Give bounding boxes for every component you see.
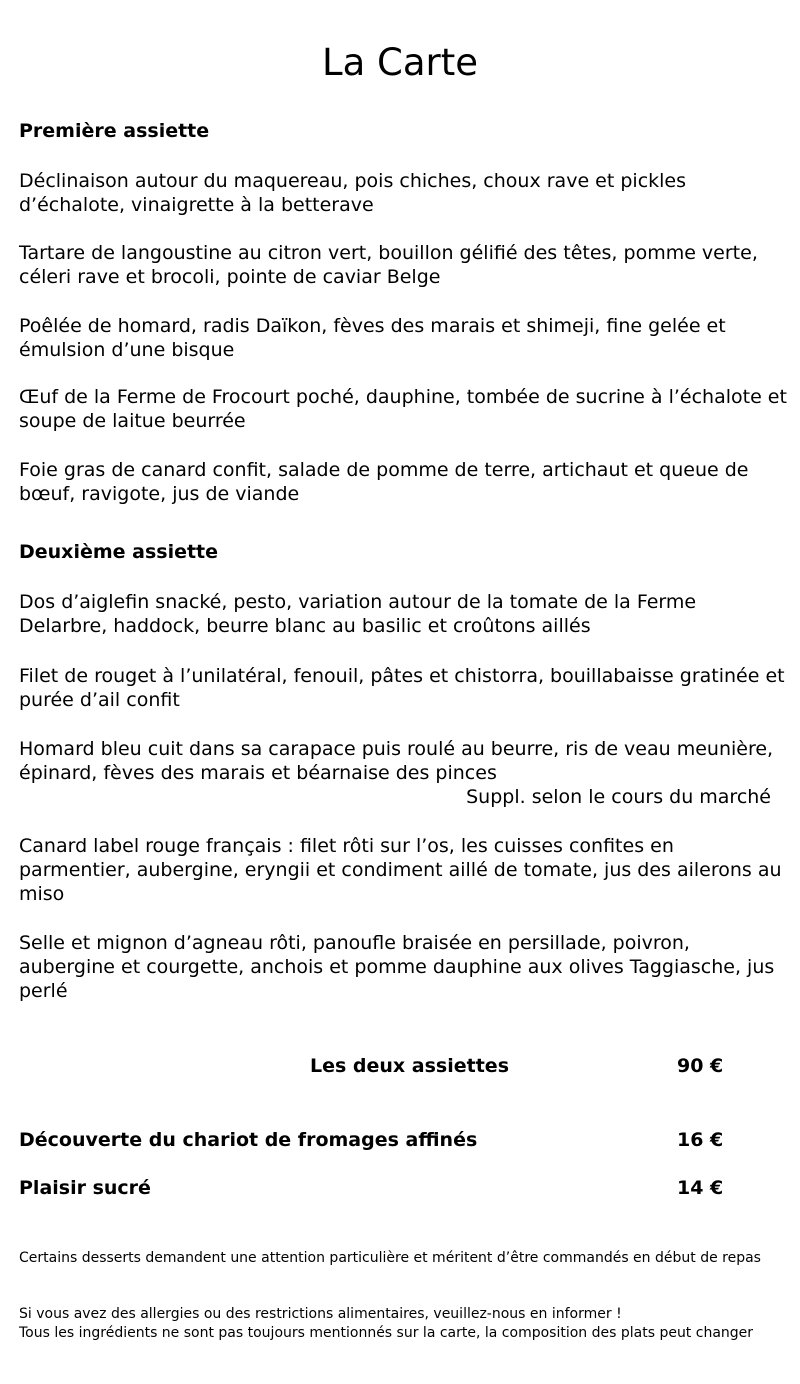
dish-deuxieme-2: Filet de rouget à l’unilatéral, fenouil, pâtes et chistorra, bouillabaisse gratinée et purée d’ail confit	[19, 665, 785, 711]
dish-deuxieme-3-block	[19, 737, 787, 809]
note-allergies: Si vous avez des allergies ou des restrictions alimentaires, veuillez-nous en informer !	[19, 1306, 622, 1322]
section-heading-deuxieme: Deuxième assiette	[19, 541, 219, 563]
price-value-cheese: 16 €	[677, 1129, 724, 1151]
section-heading-premiere: Première assiette	[19, 120, 210, 142]
note-desserts: Certains desserts demandent une attention particulière et méritent d’être commandés en début de repas	[19, 1250, 761, 1266]
price-label-dessert: Plaisir sucré	[19, 1177, 151, 1199]
dish-premiere-4: Œuf de la Ferme de Frocourt poché, dauphine, tombée de sucrine à l’échalote et soupe de laitue beurrée	[19, 386, 787, 432]
dish-deuxieme-5: Selle et mignon d’agneau rôti, panoufle braisée en persillade, poivron, aubergine et courgette, anchois et pomme dauphine aux olives Taggiasche, jus perlé	[19, 932, 775, 1002]
price-label-menu: Les deux assiettes	[310, 1055, 509, 1077]
price-row-menu	[19, 1054, 787, 1078]
price-row-dessert	[19, 1176, 787, 1200]
dish-premiere-2: Tartare de langoustine au citron vert, bouillon gélifié des têtes, pomme verte, céleri rave et brocoli, pointe de caviar Belge	[19, 242, 758, 288]
dish-deuxieme-3: Homard bleu cuit dans sa carapace puis roulé au beurre, ris de veau meunière, épinard, fèves des marais et béarnaise des pinces	[19, 738, 774, 784]
note-ingredients: Tous les ingrédients ne sont pas toujours mentionnés sur la carte, la composition des plats peut changer	[19, 1325, 754, 1341]
price-row-cheese	[19, 1128, 787, 1152]
supplement-note: Suppl. selon le cours du marché	[466, 786, 771, 808]
price-value-menu: 90 €	[677, 1055, 724, 1077]
page-title: La Carte	[321, 41, 479, 84]
dish-deuxieme-4: Canard label rouge français : filet rôti sur l’os, les cuisses confites en parmentier, aubergine, eryngii et condiment aillé de tomate, jus des ailerons au miso	[19, 835, 782, 905]
dish-deuxieme-1: Dos d’aiglefin snacké, pesto, variation autour de la tomate de la Ferme Delarbre, haddock, beurre blanc au basilic et croûtons aillés	[19, 591, 697, 637]
dish-premiere-5: Foie gras de canard confit, salade de pomme de terre, artichaut et queue de bœuf, ravigote, jus de viande	[19, 459, 749, 505]
dish-premiere-3: Poêlée de homard, radis Daïkon, fèves des marais et shimeji, fine gelée et émulsion d’une bisque	[19, 315, 726, 361]
dish-premiere-1: Déclinaison autour du maquereau, pois chiches, choux rave et pickles d’échalote, vinaigrette à la betterave	[19, 170, 687, 216]
price-label-cheese: Découverte du chariot de fromages affinés	[19, 1129, 478, 1151]
price-value-dessert: 14 €	[677, 1177, 724, 1199]
